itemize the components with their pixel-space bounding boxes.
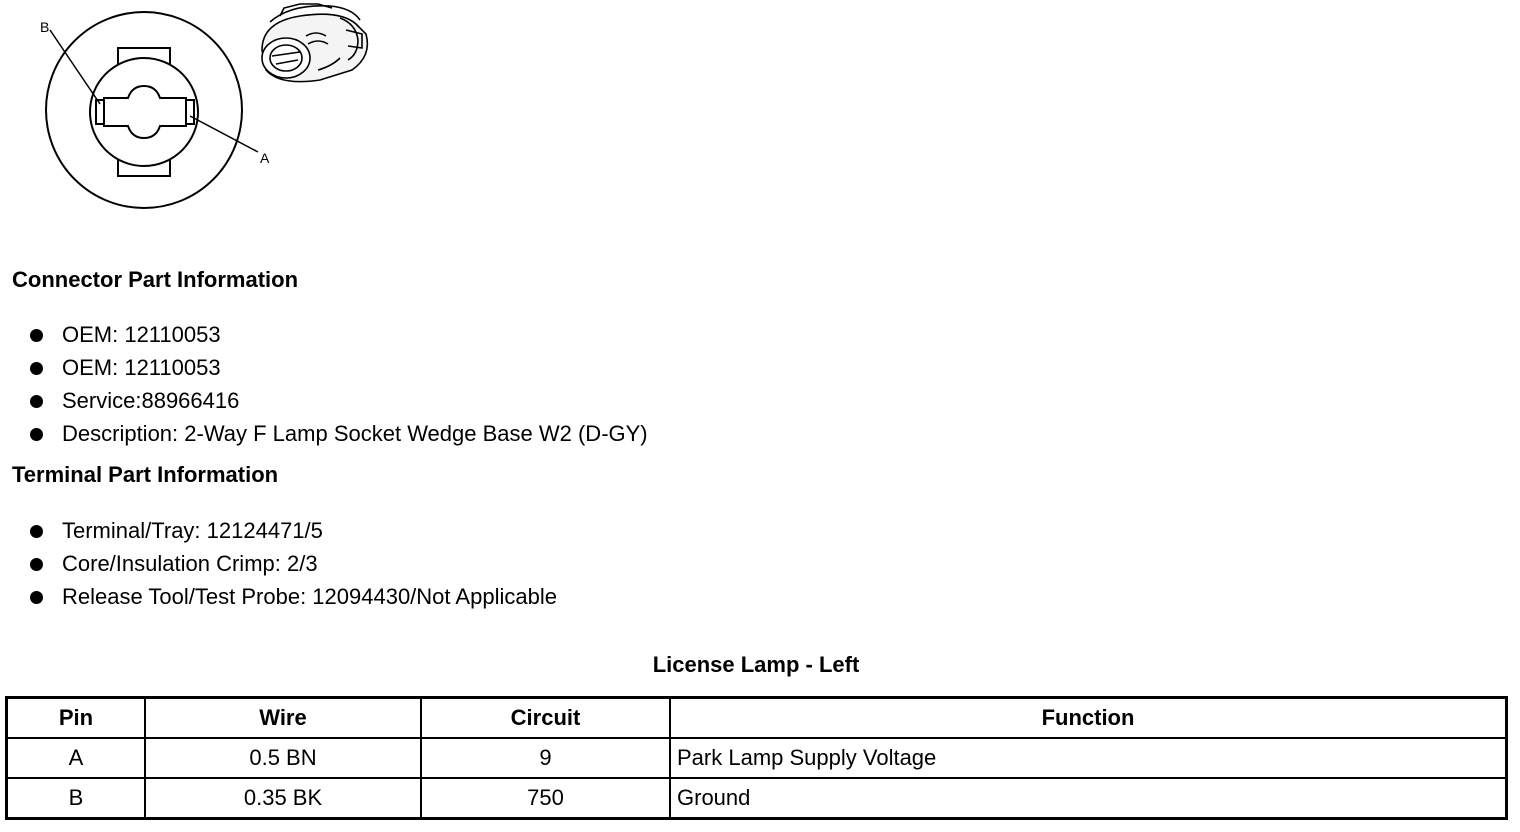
callout-b-label: B bbox=[40, 19, 50, 35]
list-item-text: Description: 2-Way F Lamp Socket Wedge Base W2 (D-GY) bbox=[62, 421, 648, 446]
leader-a bbox=[190, 116, 258, 152]
connector-illustration bbox=[30, 0, 390, 220]
pinout-table-title: License Lamp - Left bbox=[652, 652, 860, 677]
cell-wire: 0.35 BK bbox=[145, 778, 421, 819]
socket-3d-view bbox=[262, 4, 367, 82]
cell-pin: B bbox=[7, 778, 146, 819]
bullet-icon bbox=[30, 558, 43, 571]
terminal-part-info-heading: Terminal Part Information bbox=[12, 462, 279, 487]
bullet-icon bbox=[30, 525, 43, 538]
header-wire: Wire bbox=[145, 698, 421, 739]
terminal-part-info-list bbox=[0, 518, 557, 617]
header-circuit: Circuit bbox=[421, 698, 670, 739]
bullet-icon bbox=[30, 395, 43, 408]
list-item-text: OEM: 12110053 bbox=[62, 322, 221, 347]
list-item bbox=[0, 518, 557, 551]
table-row bbox=[7, 738, 1507, 778]
bullet-icon bbox=[30, 428, 43, 441]
connector-part-info-list bbox=[0, 322, 648, 454]
table-row bbox=[7, 778, 1507, 819]
header-function: Function bbox=[670, 698, 1507, 739]
socket-inner-ring bbox=[90, 58, 198, 166]
list-item bbox=[0, 584, 557, 617]
header-pin: Pin bbox=[7, 698, 146, 739]
bullet-icon bbox=[30, 591, 43, 604]
connector-part-info-heading: Connector Part Information bbox=[12, 267, 299, 292]
bullet-icon bbox=[30, 329, 43, 342]
list-item bbox=[0, 355, 648, 388]
list-item bbox=[0, 421, 648, 454]
table-header-row bbox=[7, 698, 1507, 739]
list-item-text: OEM: 12110053 bbox=[62, 355, 221, 380]
bullet-icon bbox=[30, 362, 43, 375]
list-item bbox=[0, 322, 648, 355]
list-item-text: Service:88966416 bbox=[62, 388, 240, 413]
list-item-text: Terminal/Tray: 12124471/5 bbox=[62, 518, 323, 543]
list-item-text: Core/Insulation Crimp: 2/3 bbox=[62, 551, 318, 576]
pinout-table bbox=[5, 696, 1508, 820]
callout-a-label: A bbox=[260, 150, 270, 166]
cell-function: Park Lamp Supply Voltage bbox=[670, 738, 1507, 778]
cell-pin: A bbox=[7, 738, 146, 778]
cell-wire: 0.5 BN bbox=[145, 738, 421, 778]
list-item-text: Release Tool/Test Probe: 12094430/Not Applicable bbox=[62, 584, 557, 609]
cell-circuit: 750 bbox=[421, 778, 670, 819]
cell-function: Ground bbox=[670, 778, 1507, 819]
list-item bbox=[0, 388, 648, 421]
cell-circuit: 9 bbox=[421, 738, 670, 778]
list-item bbox=[0, 551, 557, 584]
